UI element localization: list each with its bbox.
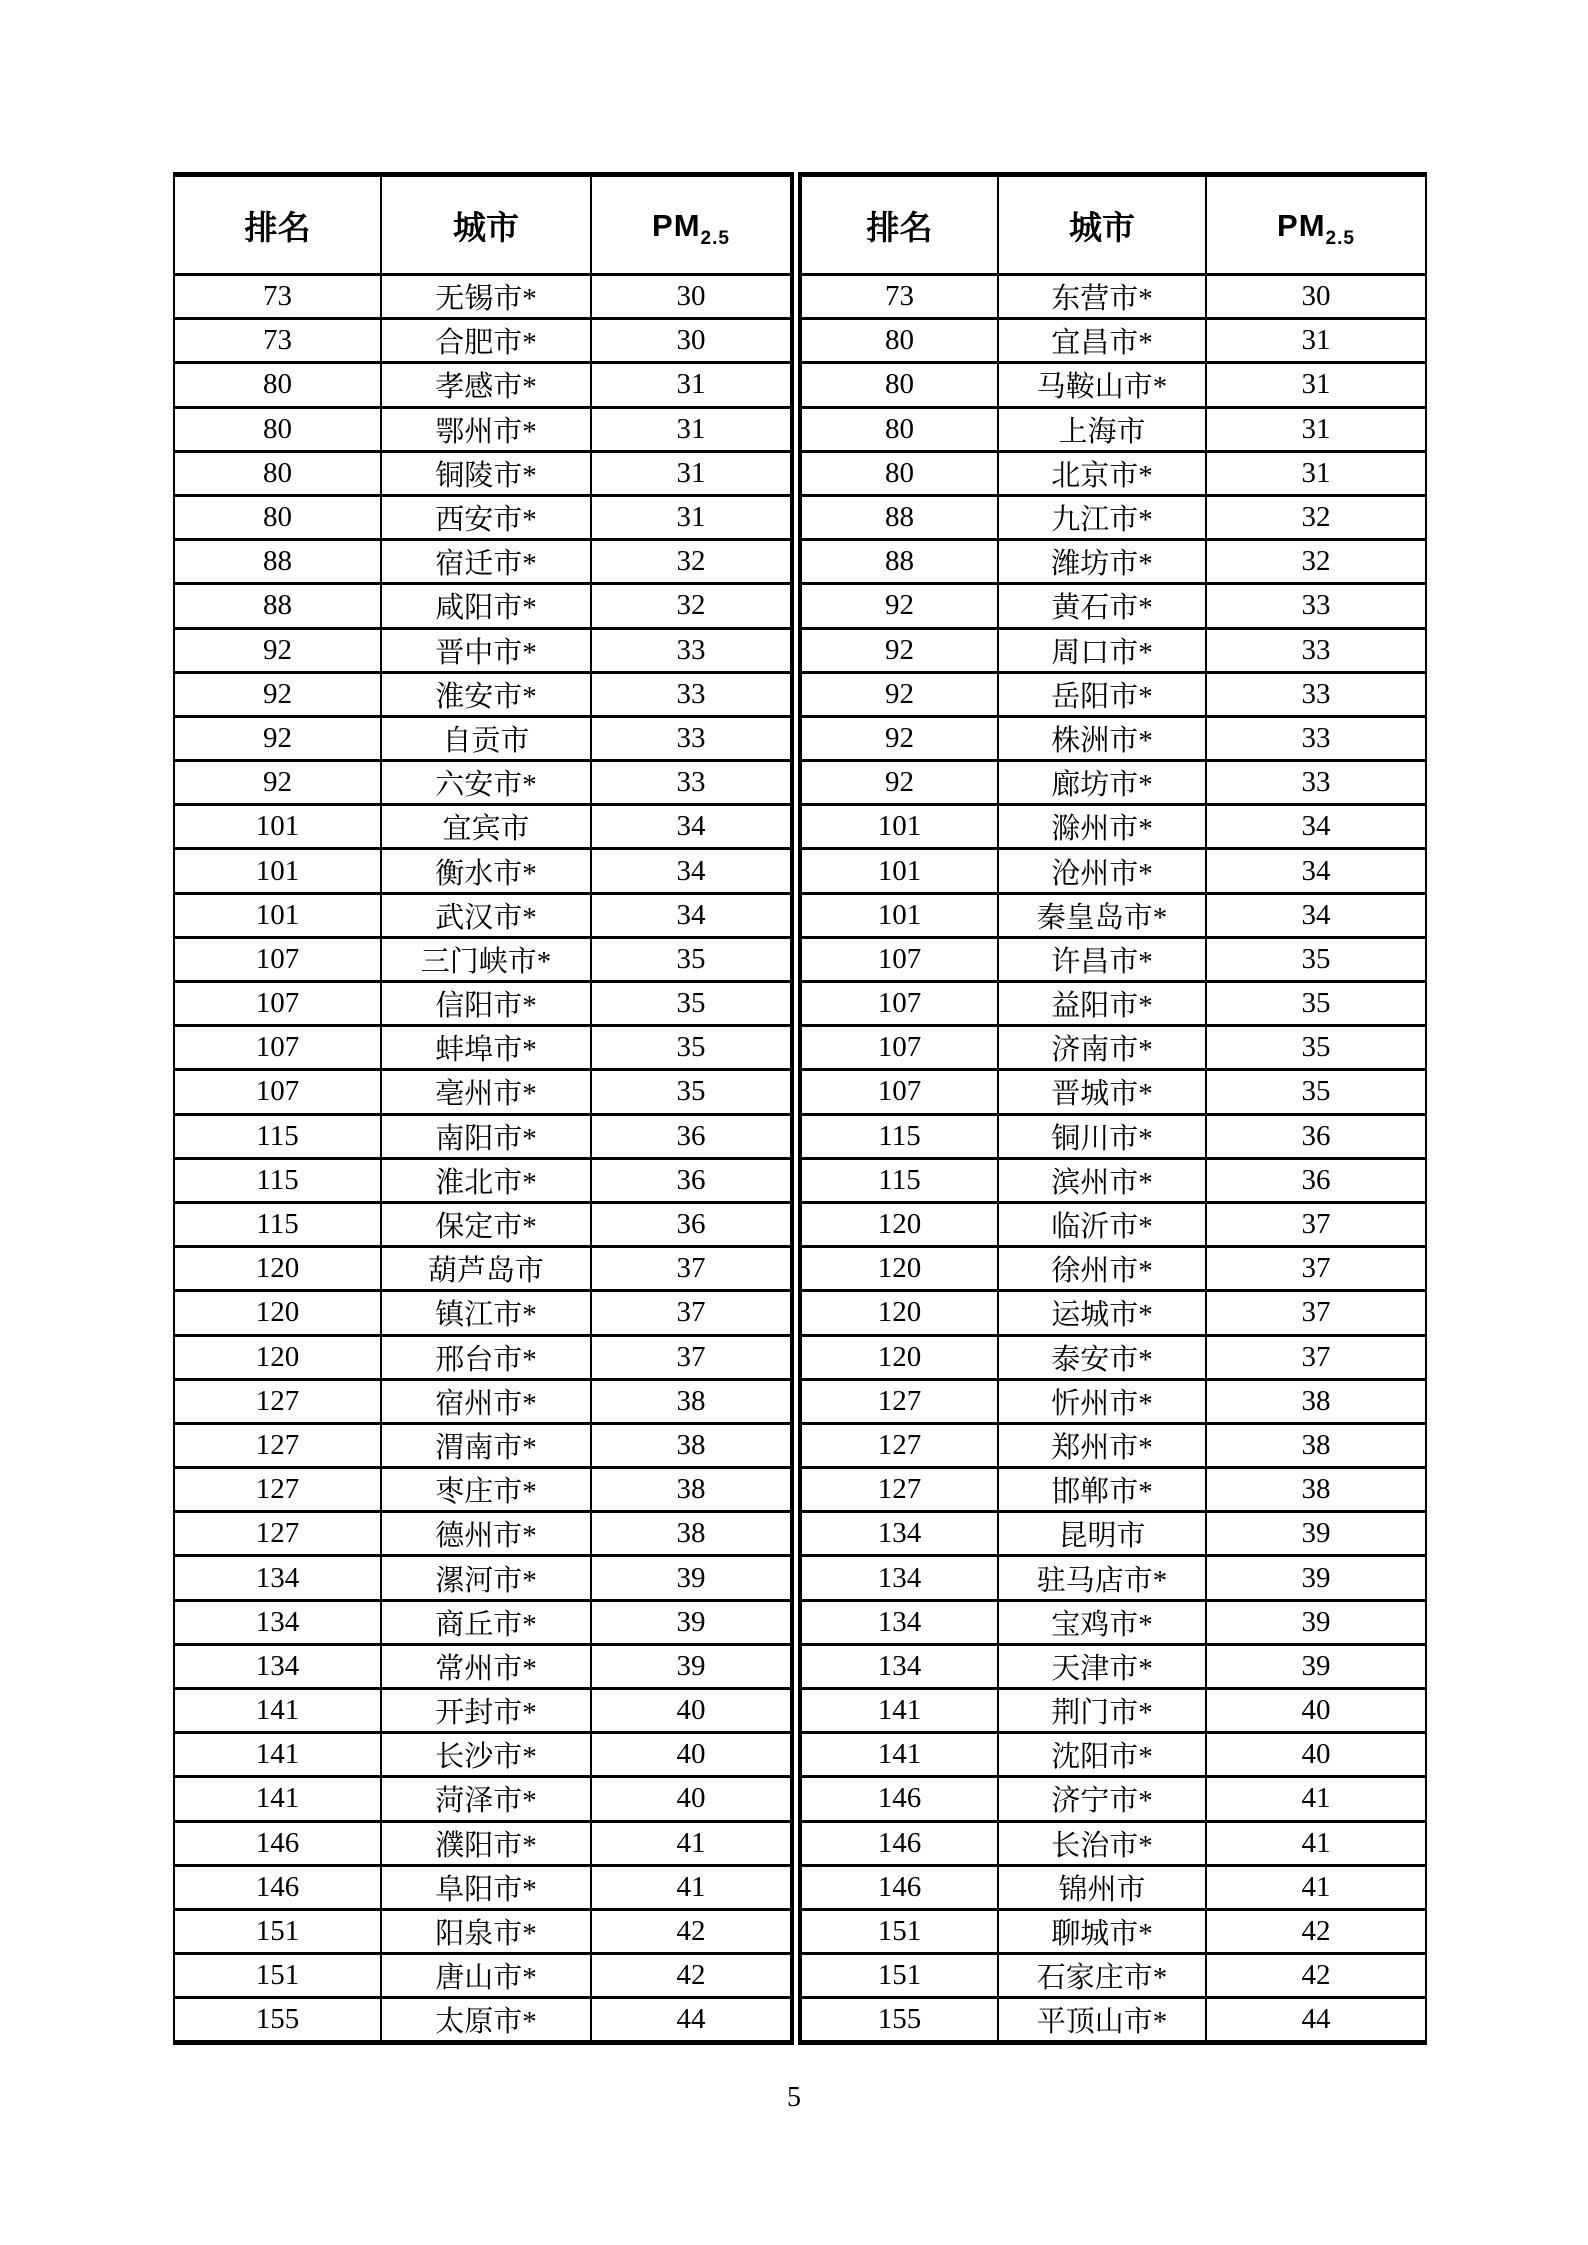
table-row [174,319,1426,363]
city-cell-left: 亳州市* [381,1070,591,1114]
rank-cell-left: 127 [174,1468,381,1512]
rank-cell-left: 92 [174,761,381,805]
rank-cell-right: 146 [796,1777,998,1821]
pm-cell-left: 36 [591,1202,796,1246]
pm-cell-left: 31 [591,495,796,539]
pm-cell-left: 34 [591,805,796,849]
pm-cell-left: 32 [591,584,796,628]
table-row [174,363,1426,407]
pm-cell-right: 40 [1206,1733,1426,1777]
rank-cell-left: 73 [174,275,381,319]
table-row [174,1954,1426,1998]
pm-cell-left: 38 [591,1423,796,1467]
pm-cell-right: 33 [1206,584,1426,628]
table-row [174,937,1426,981]
pm-cell-left: 31 [591,407,796,451]
city-cell-left: 宿州市* [381,1379,591,1423]
city-cell-left: 德州市* [381,1512,591,1556]
pm-cell-left: 36 [591,1158,796,1202]
rank-cell-left: 146 [174,1821,381,1865]
rank-cell-left: 120 [174,1247,381,1291]
table-row [174,1114,1426,1158]
rank-cell-right: 134 [796,1600,998,1644]
table-row [174,1556,1426,1600]
table-row [174,716,1426,760]
city-cell-right: 济南市* [998,1026,1206,1070]
pm-subscript: 2.5 [1325,228,1355,249]
rank-cell-left: 80 [174,495,381,539]
table-row [174,1644,1426,1688]
city-cell-left: 保定市* [381,1202,591,1246]
pm-cell-right: 33 [1206,628,1426,672]
pm-cell-right: 33 [1206,716,1426,760]
rank-cell-left: 115 [174,1202,381,1246]
city-cell-right: 潍坊市* [998,540,1206,584]
city-cell-left: 南阳市* [381,1114,591,1158]
table-row [174,849,1426,893]
rank-cell-right: 80 [796,451,998,495]
rank-cell-left: 141 [174,1733,381,1777]
table-row [174,805,1426,849]
pm-cell-left: 39 [591,1644,796,1688]
pm-cell-left: 34 [591,893,796,937]
city-cell-right: 东营市* [998,275,1206,319]
rank-cell-right: 80 [796,363,998,407]
city-cell-right: 驻马店市* [998,1556,1206,1600]
table-row [174,1777,1426,1821]
rank-cell-right: 134 [796,1644,998,1688]
pm-cell-right: 39 [1206,1512,1426,1556]
city-cell-right: 徐州市* [998,1247,1206,1291]
pm-subscript: 2.5 [700,228,730,249]
city-cell-left: 铜陵市* [381,451,591,495]
rank-cell-left: 134 [174,1644,381,1688]
city-cell-right: 晋城市* [998,1070,1206,1114]
rank-cell-right: 92 [796,628,998,672]
table-row [174,628,1426,672]
pm-cell-right: 38 [1206,1379,1426,1423]
rank-cell-right: 115 [796,1114,998,1158]
pm-cell-left: 38 [591,1512,796,1556]
pm-cell-right: 37 [1206,1202,1426,1246]
rank-cell-left: 120 [174,1291,381,1335]
header-pm-left-label: PM [652,208,701,243]
city-cell-left: 鄂州市* [381,407,591,451]
city-cell-right: 泰安市* [998,1335,1206,1379]
rank-cell-right: 101 [796,849,998,893]
city-cell-left: 商丘市* [381,1600,591,1644]
city-cell-right: 岳阳市* [998,672,1206,716]
pm-cell-right: 32 [1206,495,1426,539]
pm-cell-right: 36 [1206,1114,1426,1158]
rank-cell-right: 107 [796,1026,998,1070]
rank-cell-left: 115 [174,1114,381,1158]
city-cell-right: 株洲市* [998,716,1206,760]
city-cell-right: 宝鸡市* [998,1600,1206,1644]
rank-cell-right: 80 [796,319,998,363]
table-row [174,584,1426,628]
table-row [174,1026,1426,1070]
rank-cell-right: 80 [796,407,998,451]
pm-cell-right: 39 [1206,1556,1426,1600]
table-row [174,1865,1426,1909]
city-cell-left: 常州市* [381,1644,591,1688]
city-cell-right: 天津市* [998,1644,1206,1688]
city-cell-left: 太原市* [381,1998,591,2043]
rank-cell-right: 92 [796,584,998,628]
pm-cell-right: 42 [1206,1909,1426,1953]
rank-cell-left: 141 [174,1777,381,1821]
city-cell-right: 锦州市 [998,1865,1206,1909]
city-cell-right: 聊城市* [998,1909,1206,1953]
city-cell-left: 阜阳市* [381,1865,591,1909]
city-cell-right: 马鞍山市* [998,363,1206,407]
pm-cell-left: 40 [591,1689,796,1733]
rank-cell-right: 146 [796,1865,998,1909]
rank-cell-right: 151 [796,1909,998,1953]
rank-cell-left: 107 [174,937,381,981]
city-cell-left: 渭南市* [381,1423,591,1467]
pm-cell-left: 35 [591,982,796,1026]
header-row [174,175,1426,275]
pm-cell-left: 38 [591,1468,796,1512]
city-cell-left: 淮安市* [381,672,591,716]
city-cell-right: 临沂市* [998,1202,1206,1246]
city-cell-right: 郑州市* [998,1423,1206,1467]
header-pm-right [1206,175,1426,275]
pm-cell-left: 38 [591,1379,796,1423]
city-cell-right: 平顶山市* [998,1998,1206,2043]
city-cell-left: 西安市* [381,495,591,539]
rank-cell-right: 141 [796,1733,998,1777]
city-cell-left: 唐山市* [381,1954,591,1998]
pm-cell-left: 31 [591,363,796,407]
rank-cell-right: 134 [796,1556,998,1600]
city-cell-right: 石家庄市* [998,1954,1206,1998]
city-cell-left: 晋中市* [381,628,591,672]
city-cell-left: 衡水市* [381,849,591,893]
table-row [174,407,1426,451]
pm-cell-right: 31 [1206,407,1426,451]
city-cell-right: 九江市* [998,495,1206,539]
city-cell-left: 咸阳市* [381,584,591,628]
pm-cell-right: 35 [1206,1026,1426,1070]
rank-cell-right: 107 [796,937,998,981]
header-rank-left [174,175,381,275]
rank-cell-left: 127 [174,1379,381,1423]
rank-cell-left: 151 [174,1909,381,1953]
pm-cell-left: 44 [591,1998,796,2043]
city-cell-left: 信阳市* [381,982,591,1026]
pm-cell-right: 34 [1206,893,1426,937]
header-city-right-label: 城市 [1069,208,1135,246]
rank-cell-right: 134 [796,1512,998,1556]
header-city-left-label: 城市 [453,208,519,246]
pm-cell-right: 37 [1206,1291,1426,1335]
rank-cell-left: 134 [174,1600,381,1644]
city-cell-right: 济宁市* [998,1777,1206,1821]
city-cell-left: 邢台市* [381,1335,591,1379]
city-cell-left: 濮阳市* [381,1821,591,1865]
table-row [174,540,1426,584]
rank-cell-right: 88 [796,540,998,584]
header-pm-left [591,175,796,275]
pm-cell-right: 41 [1206,1865,1426,1909]
table-row [174,1512,1426,1556]
table-row [174,451,1426,495]
table-row [174,1733,1426,1777]
pm-cell-right: 41 [1206,1821,1426,1865]
city-cell-right: 滨州市* [998,1158,1206,1202]
pm-cell-left: 39 [591,1556,796,1600]
rank-cell-left: 101 [174,893,381,937]
pm-cell-left: 35 [591,1026,796,1070]
rank-cell-left: 80 [174,451,381,495]
city-cell-left: 枣庄市* [381,1468,591,1512]
table-header [174,175,1426,275]
rank-cell-left: 92 [174,628,381,672]
rank-cell-right: 127 [796,1379,998,1423]
rank-cell-right: 120 [796,1247,998,1291]
header-pm-right-label: PM [1277,208,1326,243]
city-cell-left: 蚌埠市* [381,1026,591,1070]
pm-cell-right: 34 [1206,849,1426,893]
city-cell-left: 合肥市* [381,319,591,363]
pm-cell-left: 41 [591,1821,796,1865]
city-cell-right: 沧州市* [998,849,1206,893]
pm-cell-right: 35 [1206,982,1426,1026]
table-row [174,1909,1426,1953]
city-cell-right: 秦皇岛市* [998,893,1206,937]
pm-cell-right: 34 [1206,805,1426,849]
city-cell-right: 铜川市* [998,1114,1206,1158]
city-cell-left: 淮北市* [381,1158,591,1202]
pm-cell-left: 30 [591,319,796,363]
rank-cell-left: 101 [174,805,381,849]
rank-cell-left: 107 [174,982,381,1026]
city-cell-left: 阳泉市* [381,1909,591,1953]
pm-cell-right: 40 [1206,1689,1426,1733]
pm-cell-left: 40 [591,1777,796,1821]
header-city-right [998,175,1206,275]
rank-cell-right: 107 [796,982,998,1026]
table-row [174,495,1426,539]
city-cell-right: 长治市* [998,1821,1206,1865]
rank-cell-left: 88 [174,584,381,628]
table-row [174,761,1426,805]
city-cell-right: 荆门市* [998,1689,1206,1733]
rank-cell-left: 120 [174,1335,381,1379]
table-row [174,1600,1426,1644]
table-row [174,275,1426,319]
pm-cell-right: 30 [1206,275,1426,319]
pm-cell-right: 39 [1206,1644,1426,1688]
pm-cell-left: 30 [591,275,796,319]
rank-cell-left: 92 [174,672,381,716]
city-cell-right: 黄石市* [998,584,1206,628]
rank-cell-right: 151 [796,1954,998,1998]
pm-cell-left: 34 [591,849,796,893]
pm-cell-left: 37 [591,1247,796,1291]
table-row [174,672,1426,716]
rank-cell-right: 141 [796,1689,998,1733]
pm-cell-right: 38 [1206,1423,1426,1467]
rank-cell-left: 146 [174,1865,381,1909]
pm-cell-right: 33 [1206,761,1426,805]
rank-cell-left: 141 [174,1689,381,1733]
pm-cell-right: 37 [1206,1335,1426,1379]
rank-cell-left: 107 [174,1026,381,1070]
rank-cell-right: 115 [796,1158,998,1202]
pm-cell-right: 31 [1206,319,1426,363]
rank-cell-right: 88 [796,495,998,539]
rank-cell-left: 155 [174,1998,381,2043]
pm-cell-left: 35 [591,937,796,981]
pm-cell-right: 39 [1206,1600,1426,1644]
pm-cell-right: 31 [1206,363,1426,407]
pm-cell-left: 35 [591,1070,796,1114]
pm-cell-right: 31 [1206,451,1426,495]
city-cell-right: 邯郸市* [998,1468,1206,1512]
city-cell-left: 菏泽市* [381,1777,591,1821]
city-cell-left: 三门峡市* [381,937,591,981]
pm-cell-right: 36 [1206,1158,1426,1202]
pm-cell-right: 32 [1206,540,1426,584]
pm-cell-right: 42 [1206,1954,1426,1998]
city-cell-right: 滁州市* [998,805,1206,849]
city-cell-left: 无锡市* [381,275,591,319]
pm-cell-left: 33 [591,628,796,672]
rank-cell-right: 127 [796,1468,998,1512]
city-cell-left: 长沙市* [381,1733,591,1777]
table-row [174,1202,1426,1246]
pm-cell-right: 33 [1206,672,1426,716]
rank-cell-right: 107 [796,1070,998,1114]
city-cell-left: 漯河市* [381,1556,591,1600]
header-city-left [381,175,591,275]
rank-cell-right: 127 [796,1423,998,1467]
table-row [174,1821,1426,1865]
pm-cell-left: 31 [591,451,796,495]
pm-cell-right: 37 [1206,1247,1426,1291]
table-row [174,1468,1426,1512]
table-body [174,275,1426,2043]
pm-cell-left: 42 [591,1954,796,1998]
table-row [174,1070,1426,1114]
page-number: 5 [787,2082,801,2113]
city-cell-right: 廊坊市* [998,761,1206,805]
rank-cell-left: 115 [174,1158,381,1202]
city-cell-left: 武汉市* [381,893,591,937]
city-cell-left: 葫芦岛市 [381,1247,591,1291]
pm-cell-right: 38 [1206,1468,1426,1512]
pm-cell-right: 35 [1206,937,1426,981]
city-cell-right: 周口市* [998,628,1206,672]
pm25-ranking-table [173,172,1427,2045]
pm-cell-left: 33 [591,672,796,716]
city-cell-left: 六安市* [381,761,591,805]
rank-cell-left: 107 [174,1070,381,1114]
rank-cell-right: 73 [796,275,998,319]
pm-cell-left: 33 [591,761,796,805]
rank-cell-right: 120 [796,1335,998,1379]
city-cell-left: 宿迁市* [381,540,591,584]
header-rank-right-label: 排名 [866,208,933,246]
city-cell-left: 孝感市* [381,363,591,407]
pm-cell-left: 32 [591,540,796,584]
city-cell-right: 北京市* [998,451,1206,495]
city-cell-left: 自贡市 [381,716,591,760]
city-cell-right: 上海市 [998,407,1206,451]
city-cell-right: 忻州市* [998,1379,1206,1423]
table-row [174,982,1426,1026]
header-rank-right [796,175,998,275]
rank-cell-left: 151 [174,1954,381,1998]
pm-cell-left: 40 [591,1733,796,1777]
city-cell-right: 益阳市* [998,982,1206,1026]
rank-cell-right: 101 [796,805,998,849]
rank-cell-left: 127 [174,1512,381,1556]
city-cell-right: 运城市* [998,1291,1206,1335]
table-row [174,1423,1426,1467]
pm-cell-left: 37 [591,1335,796,1379]
table-row [174,893,1426,937]
table-row [174,1998,1426,2043]
pm-cell-right: 44 [1206,1998,1426,2043]
rank-cell-right: 92 [796,761,998,805]
city-cell-left: 镇江市* [381,1291,591,1335]
rank-cell-right: 92 [796,716,998,760]
rank-cell-right: 146 [796,1821,998,1865]
table-row [174,1247,1426,1291]
table-row [174,1379,1426,1423]
rank-cell-left: 80 [174,407,381,451]
rank-cell-right: 101 [796,893,998,937]
pm-cell-right: 41 [1206,1777,1426,1821]
city-cell-right: 宜昌市* [998,319,1206,363]
city-cell-left: 开封市* [381,1689,591,1733]
rank-cell-left: 127 [174,1423,381,1467]
table-row [174,1291,1426,1335]
rank-cell-left: 101 [174,849,381,893]
table-row [174,1158,1426,1202]
table-row [174,1335,1426,1379]
header-rank-left-label: 排名 [244,208,311,246]
table-row [174,1689,1426,1733]
pm-cell-left: 39 [591,1600,796,1644]
pm-cell-left: 36 [591,1114,796,1158]
pm-cell-left: 42 [591,1909,796,1953]
pm-cell-left: 33 [591,716,796,760]
rank-cell-left: 134 [174,1556,381,1600]
city-cell-right: 沈阳市* [998,1733,1206,1777]
rank-cell-left: 80 [174,363,381,407]
city-cell-left: 宜宾市 [381,805,591,849]
pm-cell-left: 37 [591,1291,796,1335]
rank-cell-left: 92 [174,716,381,760]
rank-cell-right: 120 [796,1291,998,1335]
rank-cell-right: 155 [796,1998,998,2043]
rank-cell-left: 73 [174,319,381,363]
rank-cell-right: 92 [796,672,998,716]
pm-cell-left: 41 [591,1865,796,1909]
pm-cell-right: 35 [1206,1070,1426,1114]
city-cell-right: 许昌市* [998,937,1206,981]
city-cell-right: 昆明市 [998,1512,1206,1556]
rank-cell-right: 120 [796,1202,998,1246]
rank-cell-left: 88 [174,540,381,584]
